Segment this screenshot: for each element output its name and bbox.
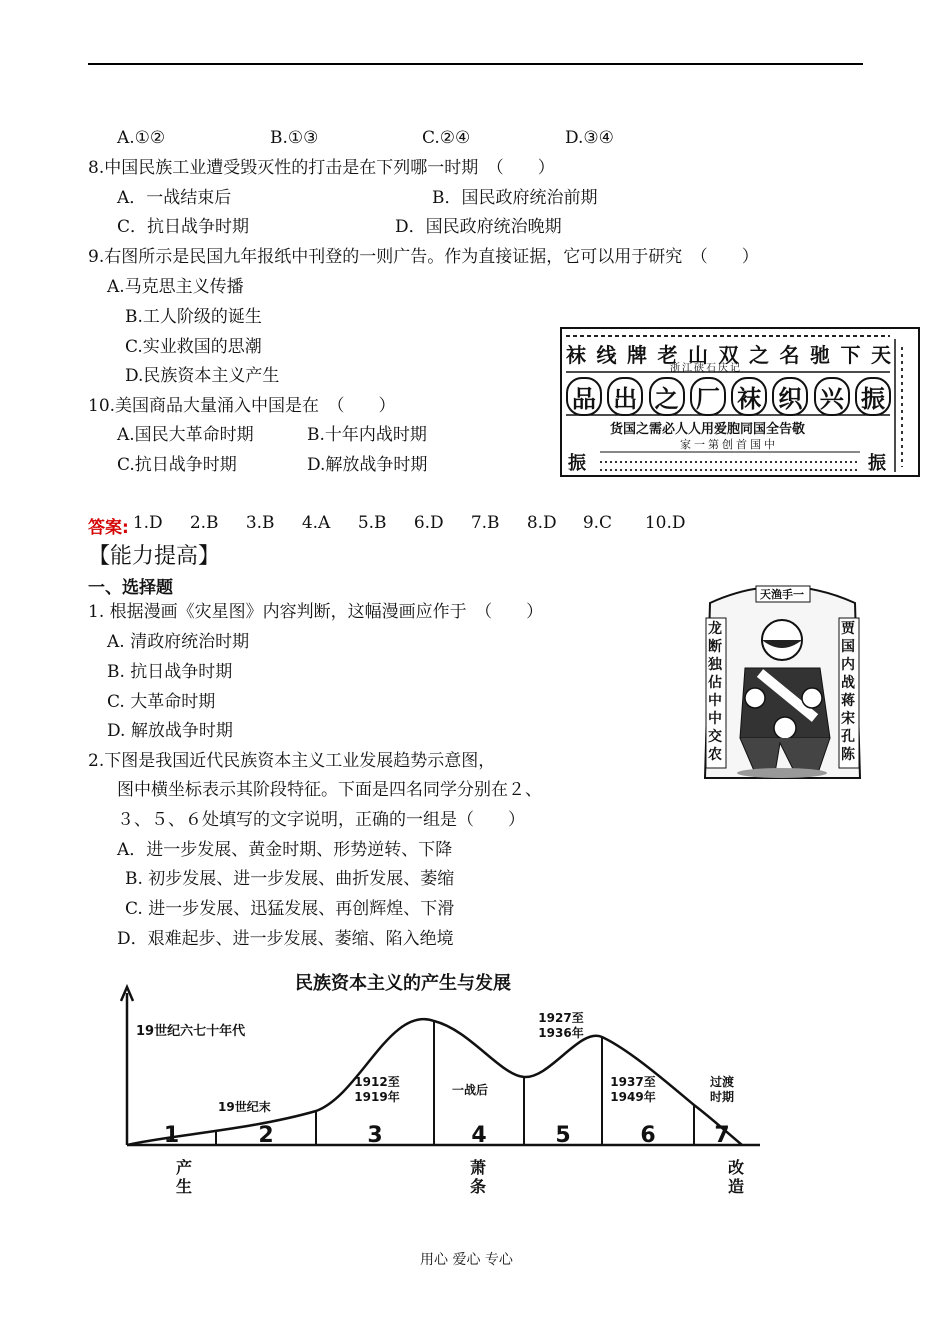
answer-item: 10.D bbox=[644, 513, 686, 533]
ad-side-right: 振 bbox=[868, 453, 886, 474]
period-label: 一战后 bbox=[452, 1083, 489, 1097]
stage-number: 7 bbox=[714, 1123, 730, 1148]
answer-item: 9.C bbox=[582, 513, 613, 533]
answer-item: 8.D bbox=[526, 513, 557, 533]
ad-char: 振 bbox=[855, 377, 891, 416]
ad-char: 袜 bbox=[731, 377, 767, 416]
p2-option-a: A．进一步发展、黄金时期、形势逆转、下降 bbox=[117, 840, 453, 860]
ad-char: 名 bbox=[779, 343, 800, 367]
period-label: 1937至1949年 bbox=[610, 1075, 656, 1104]
ad-char: 牌 bbox=[627, 343, 647, 367]
stage-number: 1 bbox=[163, 1123, 180, 1148]
q10-option-d: D.解放战争时期 bbox=[307, 455, 428, 475]
q8-option-b: B．国民政府统治前期 bbox=[432, 188, 598, 208]
ad-subline: 浙江硖石庆记 bbox=[670, 363, 742, 374]
ad-char: 兴 bbox=[814, 377, 850, 416]
ad-char: 出 bbox=[607, 377, 643, 416]
q8-option-c: C．抗日战争时期 bbox=[117, 217, 250, 237]
cartoon-image bbox=[700, 578, 865, 783]
answer-item: 2.B bbox=[189, 513, 219, 533]
p2-line-1: 2.下图是我国近代民族资本主义工业发展趋势示意图， bbox=[88, 751, 496, 771]
ad-char: 下 bbox=[840, 343, 861, 367]
answer-item: 3.B bbox=[245, 513, 275, 533]
q8-stem: 8.中国民族工业遭受毁灭性的打击是在下列哪一时期 （ ） bbox=[88, 158, 555, 178]
period-label: 19世纪末 bbox=[218, 1100, 271, 1114]
q9-option-c: C.实业救国的思潮 bbox=[125, 337, 262, 357]
q9-option-b: B.工人阶级的诞生 bbox=[125, 307, 262, 327]
stage-number: 2 bbox=[258, 1123, 274, 1148]
answer-item: 7.B bbox=[470, 513, 500, 533]
ad-char: 天 bbox=[871, 343, 891, 367]
q10-stem: 10.美国商品大量涌入中国是在 （ ） bbox=[88, 396, 396, 416]
cartoon-top-label: 天渔手一 bbox=[760, 588, 804, 601]
p2-option-d: D．艰难起步、进一步发展、萎缩、陷入绝境 bbox=[117, 929, 454, 949]
period-label: 19世纪六七十年代 bbox=[136, 1024, 246, 1039]
p2-option-c: C. 进一步发展、迅猛发展、再创辉煌、下滑 bbox=[125, 899, 455, 919]
stage-number: 3 bbox=[367, 1123, 383, 1148]
ad-char: 品 bbox=[566, 377, 602, 416]
stage-number: 5 bbox=[555, 1123, 571, 1148]
cartoon-right-label: 贾国内战蒋宋孔陈 bbox=[841, 621, 855, 763]
ad-char: 之 bbox=[749, 343, 769, 367]
ad-char: 织 bbox=[772, 377, 808, 416]
period-label: 1927至1936年 bbox=[538, 1011, 584, 1040]
stage-number: 6 bbox=[640, 1123, 656, 1148]
ad-char: 驰 bbox=[810, 343, 830, 367]
x-stage-label: 萧条 bbox=[470, 1158, 487, 1196]
q10-option-b: B.十年内战时期 bbox=[307, 425, 427, 445]
newspaper-ad-image bbox=[560, 327, 920, 477]
ad-slogan: 敬告全国同胞爱用人人必需之国货 bbox=[610, 422, 806, 437]
answer-item: 1.D bbox=[132, 513, 163, 533]
p2-option-b: B. 初步发展、进一步发展、曲折发展、萎缩 bbox=[125, 869, 455, 889]
ad-side-left: 振 bbox=[568, 453, 586, 474]
q7-option-a: A.①② bbox=[117, 128, 166, 148]
q10-option-c: C.抗日战争时期 bbox=[117, 455, 237, 475]
q7-option-d: D.③④ bbox=[565, 128, 614, 148]
subsection-title: 一、选择题 bbox=[88, 578, 173, 598]
p2-line-2: 图中横坐标表示其阶段特征。下面是四名同学分别在２、 bbox=[117, 780, 542, 800]
q8-option-a: A．一战结束后 bbox=[117, 188, 232, 208]
q9-option-a: A.马克思主义传播 bbox=[107, 277, 244, 297]
answer-item: 4.A bbox=[301, 513, 331, 533]
q9-option-d: D.民族资本主义产生 bbox=[125, 366, 280, 386]
trend-chart-svg bbox=[110, 965, 770, 1200]
trend-chart bbox=[110, 965, 770, 1200]
q9-stem: 9.右图所示是民国九年报纸中刊登的一则广告。作为直接证据，它可以用于研究 （ ） bbox=[88, 247, 759, 267]
p1-option-b: B. 抗日战争时期 bbox=[107, 662, 233, 682]
ad-char: 袜 bbox=[566, 343, 586, 367]
ad-char: 山 bbox=[688, 343, 708, 367]
period-label: 1912至1919年 bbox=[354, 1075, 400, 1104]
ad-char: 老 bbox=[657, 343, 678, 367]
period-label: 过渡时期 bbox=[709, 1075, 734, 1104]
p2-line-3: ３、５、６处填写的文字说明，正确的一组是（ ） bbox=[117, 810, 525, 830]
page-footer: 用心 爱心 专心 bbox=[420, 1252, 513, 1268]
p1-option-a: A. 清政府统治时期 bbox=[107, 632, 250, 652]
answer-item: 6.D bbox=[413, 513, 444, 533]
ad-slogan-2: 中国首创第一家 bbox=[680, 438, 778, 451]
x-stage-label: 产生 bbox=[176, 1158, 193, 1196]
ad-char: 双 bbox=[718, 343, 739, 367]
q7-option-c: C.②④ bbox=[422, 128, 471, 148]
ad-char: 线 bbox=[596, 343, 617, 367]
header-rule bbox=[88, 63, 863, 65]
chart-title: 民族资本主义的产生与发展 bbox=[295, 973, 511, 994]
q10-option-a: A.国民大革命时期 bbox=[117, 425, 254, 445]
ad-char: 厂 bbox=[690, 377, 726, 416]
q7-option-b: B.①③ bbox=[270, 128, 319, 148]
x-stage-label: 改造 bbox=[728, 1158, 745, 1196]
answer-item: 5.B bbox=[357, 513, 387, 533]
p1-option-c: C. 大革命时期 bbox=[107, 692, 216, 712]
answers-label: 答案: bbox=[88, 518, 129, 538]
answers-row bbox=[88, 513, 685, 538]
ad-char: 之 bbox=[649, 377, 685, 416]
section-title: 【能力提高】 bbox=[88, 544, 221, 569]
q8-option-d: D．国民政府统治晚期 bbox=[395, 217, 562, 237]
cartoon-left-label: 龙断独佔中中交农 bbox=[708, 621, 722, 763]
stage-number: 4 bbox=[471, 1123, 487, 1148]
ad-brand-row bbox=[566, 377, 891, 416]
p1-option-d: D. 解放战争时期 bbox=[107, 721, 233, 741]
p1-stem: 1. 根据漫画《灾星图》内容判断，这幅漫画应作于 （ ） bbox=[88, 602, 544, 622]
